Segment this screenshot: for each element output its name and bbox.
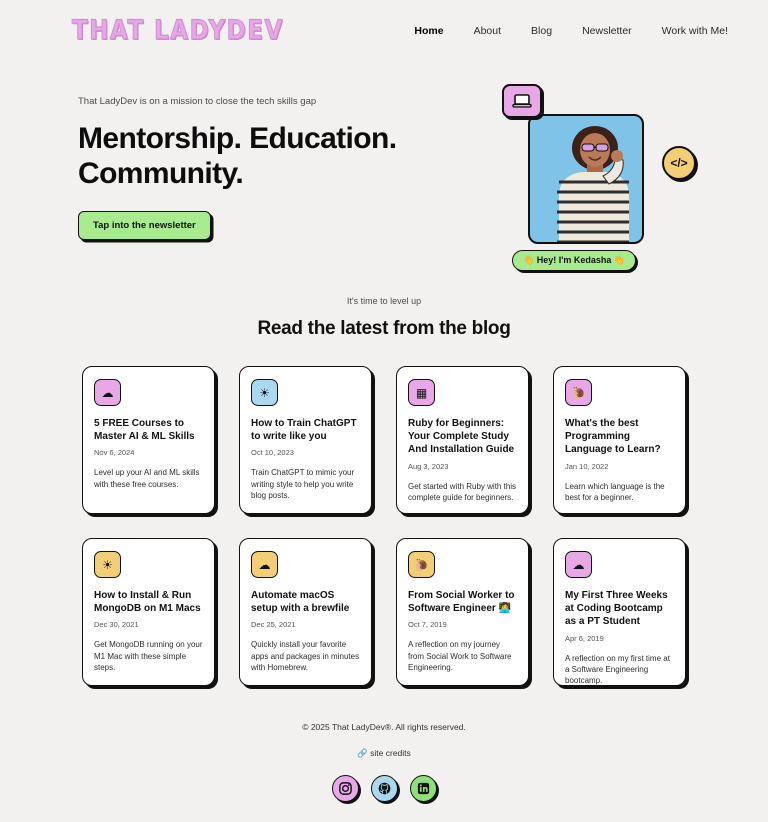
nav-item-blog[interactable]: Blog (531, 25, 553, 37)
hero-portrait (535, 122, 637, 244)
blog-card[interactable] (553, 538, 686, 686)
blog-card-description: Level up your AI and ML skills with these free courses. (94, 468, 200, 489)
blog-card-description: Get started with Ruby with this complete guide for beginners. (408, 481, 517, 502)
section-eyebrow: It's time to level up (346, 296, 422, 306)
linkedin-icon[interactable] (410, 775, 437, 802)
blog-card-description: Train ChatGPT to mimic your writing style to help you write blog posts. (251, 468, 355, 501)
blog-card-title: My First Three Weeks at Coding Bootcamp as a PT Student (565, 590, 668, 628)
hero-photo-frame (528, 114, 644, 244)
site-header (0, 0, 768, 62)
laptop-icon (502, 84, 542, 118)
blog-card-description: Learn which language is the best for a beginner. (565, 481, 665, 502)
hero-section (0, 62, 768, 265)
cloud-icon: ☁ (94, 379, 121, 406)
blog-card-date: Oct 7, 2019 (408, 620, 447, 630)
blog-card-title: Automate macOS setup with a brewfile (251, 590, 350, 615)
snail-icon: 🐌 (408, 551, 435, 578)
grid-icon: ▦ (408, 379, 435, 406)
nav-item-work-with-me[interactable]: Work with Me! (661, 25, 728, 37)
blog-card-description: A reflection on my journey from Social Work to Software Engineering. (408, 640, 512, 673)
blog-card[interactable] (396, 538, 529, 686)
site-footer (0, 722, 768, 802)
main-navigation (414, 25, 728, 37)
github-glyph (377, 781, 392, 796)
blog-card[interactable] (239, 538, 372, 686)
blog-card[interactable] (82, 538, 215, 686)
blog-card-grid (82, 366, 686, 686)
social-links (0, 775, 768, 802)
cloud-icon: ☁ (565, 551, 592, 578)
blog-card-date: Dec 30, 2021 (94, 620, 139, 630)
site-logo[interactable]: THAT LADYDEV (72, 16, 284, 46)
blog-card-title: From Social Worker to Software Engineer 👩‍💻 (408, 590, 515, 615)
newsletter-cta-button[interactable]: Tap into the newsletter (78, 211, 211, 240)
blog-section-header (0, 296, 768, 340)
blog-card-date: Apr 6, 2019 (565, 633, 604, 643)
hero-title-line-1: Mentorship. Education. (78, 122, 397, 155)
blog-card-title: Ruby for Beginners: Your Complete Study And Installation Guide (408, 418, 515, 456)
instagram-icon[interactable] (332, 775, 359, 802)
blog-card[interactable] (82, 366, 215, 514)
hero-eyebrow: That LadyDev is on a mission to close the tech skills gap (78, 96, 317, 107)
site-credits-link[interactable]: 🔗 site credits (357, 748, 411, 758)
nav-item-newsletter[interactable]: Newsletter (582, 25, 632, 37)
nav-item-about[interactable]: About (473, 25, 502, 37)
instagram-glyph (338, 781, 353, 796)
hero-greeting-badge: 👋 Hey! I'm Kedasha 👋 (512, 250, 636, 271)
hero-title-line-2: Community. (78, 157, 244, 191)
page-title (78, 121, 498, 191)
laptop-glyph (512, 93, 532, 109)
code-icon: </> (662, 146, 696, 180)
sun-icon: ☀ (251, 379, 278, 406)
blog-card-date: Oct 10, 2023 (251, 448, 294, 458)
copyright-text: © 2025 That LadyDev®. All rights reserved. (302, 722, 466, 732)
blog-card[interactable] (553, 366, 686, 514)
snail-icon: 🐌 (565, 379, 592, 406)
linkedin-glyph (416, 781, 431, 796)
section-title: Read the latest from the blog (257, 318, 511, 339)
blog-card-title: 5 FREE Courses to Master AI & ML Skills (94, 418, 195, 443)
blog-card-title: How to Train ChatGPT to write like you (251, 418, 357, 443)
blog-card-title: What's the best Programming Language to Learn? (565, 418, 661, 456)
blog-card-date: Nov 6, 2024 (94, 448, 135, 458)
github-icon[interactable] (371, 775, 398, 802)
hero-illustration (502, 82, 688, 302)
sun-icon: ☀ (94, 551, 121, 578)
blog-card-title: How to Install & Run MongoDB on M1 Macs (94, 590, 201, 615)
nav-item-home[interactable]: Home (414, 25, 444, 37)
blog-card-description: A reflection on my first time at a Software Engineering bootcamp. (565, 653, 670, 686)
cloud-icon: ☁ (251, 551, 278, 578)
blog-card-date: Dec 25, 2021 (251, 620, 296, 630)
blog-card-description: Get MongoDB running on your M1 Mac with these simple steps. (94, 640, 203, 673)
blog-card-description: Quickly install your favorite apps and packages in minutes with Homebrew. (251, 640, 360, 673)
blog-card[interactable] (396, 366, 529, 514)
blog-card[interactable] (239, 366, 372, 514)
blog-card-date: Jan 10, 2022 (565, 461, 609, 471)
blog-card-date: Aug 3, 2023 (408, 461, 449, 471)
